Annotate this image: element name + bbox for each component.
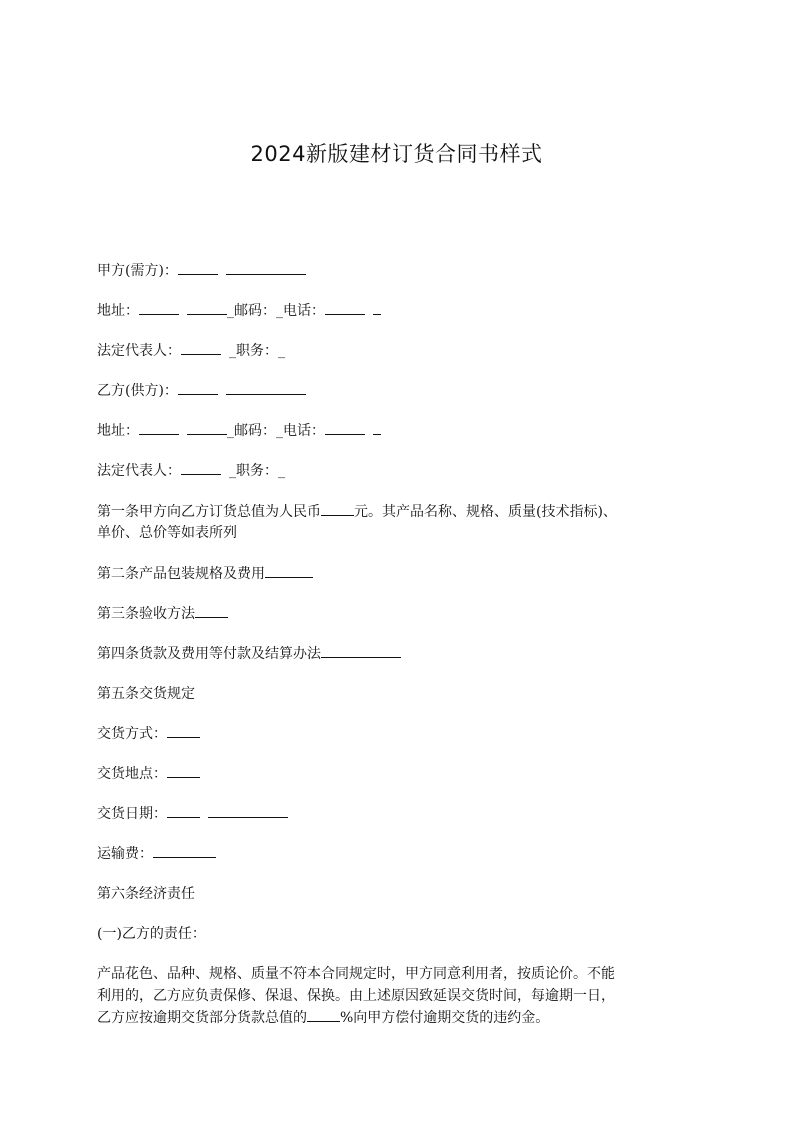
article-1-line-2-text: 单价、总价等如表所列 — [97, 525, 237, 541]
party-b-address-line — [97, 419, 381, 443]
delivery-place-label: 交货地点： — [97, 766, 167, 782]
party-b-phone-blank-2 — [373, 419, 381, 435]
party-a-name-blank — [178, 259, 218, 275]
delivery-place-blank — [167, 762, 200, 778]
delivery-method-blank — [167, 722, 200, 738]
party-b-address-blank — [139, 419, 179, 435]
party-a-rep-label: 法定代表人： — [97, 343, 181, 359]
party-a-address-blank — [139, 299, 179, 315]
delivery-method-label: 交货方式： — [97, 726, 167, 742]
party-b-line — [97, 379, 306, 403]
delivery-place-line — [97, 762, 200, 786]
article-5-line — [97, 682, 195, 706]
article-1-amount-blank — [321, 500, 354, 516]
party-b-rep-label: 法定代表人： — [97, 463, 181, 479]
delivery-date-blank — [167, 802, 200, 818]
party-b-responsibility-line — [97, 922, 206, 946]
article-6-text: 第六条经济责任 — [97, 886, 195, 902]
delivery-method-line — [97, 722, 200, 746]
party-a-address-line — [97, 299, 381, 323]
party-b-position-label: _职务：_ — [229, 463, 285, 479]
article-3-text: 第三条验收方法 — [97, 606, 195, 622]
party-b-address-label: 地址： — [97, 423, 139, 439]
delivery-date-label: 交货日期： — [97, 806, 167, 822]
party-a-name-blank-2 — [226, 259, 306, 275]
article-2-text: 第二条产品包装规格及费用 — [97, 566, 265, 582]
party-b-rep-line — [97, 459, 285, 483]
party-b-name-blank — [178, 379, 218, 395]
paragraph-1-line-2 — [97, 984, 615, 1008]
party-a-postcode-label: _邮码：_电话： — [227, 303, 325, 319]
freight-blank — [153, 842, 216, 858]
delivery-date-blank-2 — [208, 802, 288, 818]
article-3-blank — [195, 602, 228, 618]
article-5-text: 第五条交货规定 — [97, 686, 195, 702]
paragraph-1-line-3-post: %向甲方偿付逾期交货的违约金。 — [340, 1010, 550, 1026]
article-3-line — [97, 602, 228, 626]
party-b-responsibility-heading: (一)乙方的责任： — [97, 926, 206, 942]
party-a-position-label: _职务：_ — [229, 343, 285, 359]
party-b-postcode-label: _邮码：_电话： — [227, 423, 325, 439]
paragraph-1-line-3 — [97, 1006, 549, 1030]
party-a-rep-blank — [181, 339, 221, 355]
party-a-address-label: 地址： — [97, 303, 139, 319]
party-a-phone-blank-2 — [373, 299, 381, 315]
delivery-date-line — [97, 802, 288, 826]
article-1-line-2 — [97, 521, 237, 545]
article-1-pre: 第一条甲方向乙方订货总值为人民币 — [97, 504, 321, 520]
party-a-label: 甲方(需方)： — [97, 263, 178, 279]
party-a-phone-blank — [325, 299, 365, 315]
article-4-blank — [321, 642, 401, 658]
document-title: 2024新版建材订货合同书样式 — [250, 142, 543, 166]
article-4-text: 第四条货款及费用等付款及结算办法 — [97, 646, 321, 662]
article-2-blank — [265, 562, 313, 578]
article-1-post: 元。其产品名称、规格、质量(技术指标)、 — [354, 504, 617, 520]
party-b-name-blank-2 — [226, 379, 306, 395]
paragraph-1-line-3-pre: 乙方应按逾期交货部分货款总值的 — [97, 1010, 307, 1026]
party-b-label: 乙方(供方)： — [97, 383, 178, 399]
paragraph-1-line-1 — [97, 962, 615, 986]
article-6-line — [97, 882, 195, 906]
party-a-address-blank-2 — [187, 299, 227, 315]
party-a-rep-line — [97, 339, 285, 363]
paragraph-1-line-2-text: 利用的，乙方应负责保修、保退、保换。由上述原因致延误交货时间，每逾期一日， — [97, 988, 615, 1004]
party-b-address-blank-2 — [187, 419, 227, 435]
party-b-phone-blank — [325, 419, 365, 435]
freight-line — [97, 842, 216, 866]
freight-label: 运输费： — [97, 846, 153, 862]
party-a-line — [97, 259, 306, 283]
article-2-line — [97, 562, 313, 586]
paragraph-1-line-1-text: 产品花色、品种、规格、质量不符本合同规定时，甲方同意利用者，按质论价。不能 — [97, 966, 615, 982]
party-b-rep-blank — [181, 459, 221, 475]
article-4-line — [97, 642, 401, 666]
penalty-percent-blank — [307, 1006, 340, 1022]
